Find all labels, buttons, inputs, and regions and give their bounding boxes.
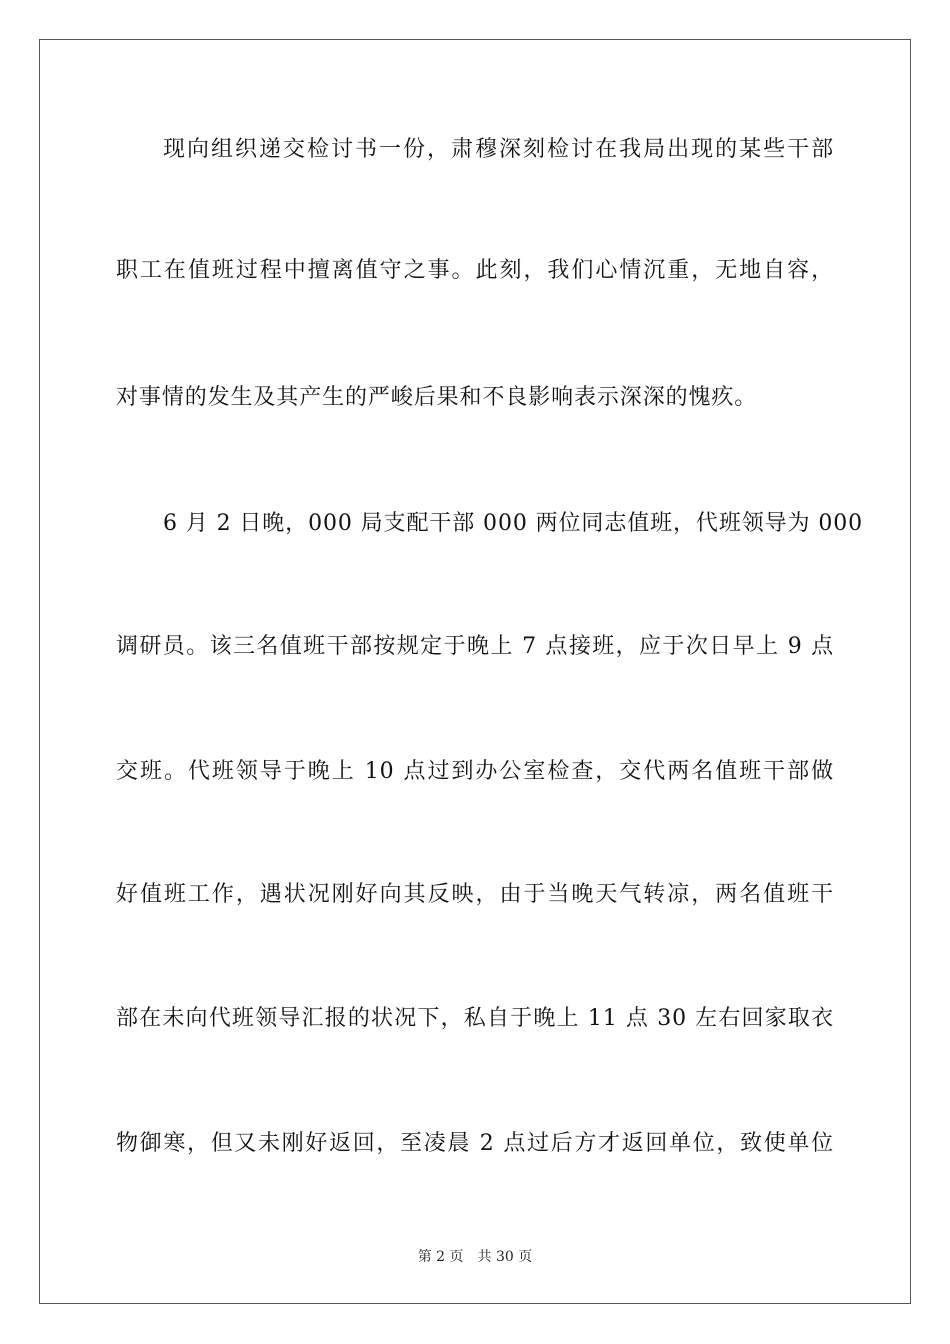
paragraph-2-line-4: 好值班工作，遇状况刚好向其反映，由于当晚天气转凉，两名值班干 [116,882,834,907]
paragraph-2-line-1: 6 月 2 日晚，000 局支配干部 000 两位同志值班，代班领导为 000 [163,511,864,536]
paragraph-1-line-3: 对事情的发生及其产生的严峻后果和不良影响表示深深的愧疚。 [116,385,758,410]
page-number: 第 2 页 [417,1249,464,1265]
paragraph-2-line-5: 部在未向代班领导汇报的状况下，私自于晚上 11 点 30 左右回家取衣 [116,1006,834,1031]
page-footer [0,1247,950,1267]
paragraph-2-line-2: 调研员。该三名值班干部按规定于晚上 7 点接班，应于次日早上 9 点 [116,634,834,659]
paragraph-1-line-1: 现向组织递交检讨书一份，肃穆深刻检讨在我局出现的某些干部 [163,137,834,162]
paragraph-2-line-6: 物御寒，但又未刚好返回，至凌晨 2 点过后方才返回单位，致使单位 [116,1131,834,1156]
page-border [39,39,911,1304]
paragraph-1-line-2: 职工在值班过程中擅离值守之事。此刻，我们心情沉重，无地自容， [116,258,834,283]
paragraph-2-line-3: 交班。代班领导于晚上 10 点过到办公室检查，交代两名值班干部做 [116,759,834,784]
total-pages: 共 30 页 [477,1249,533,1265]
